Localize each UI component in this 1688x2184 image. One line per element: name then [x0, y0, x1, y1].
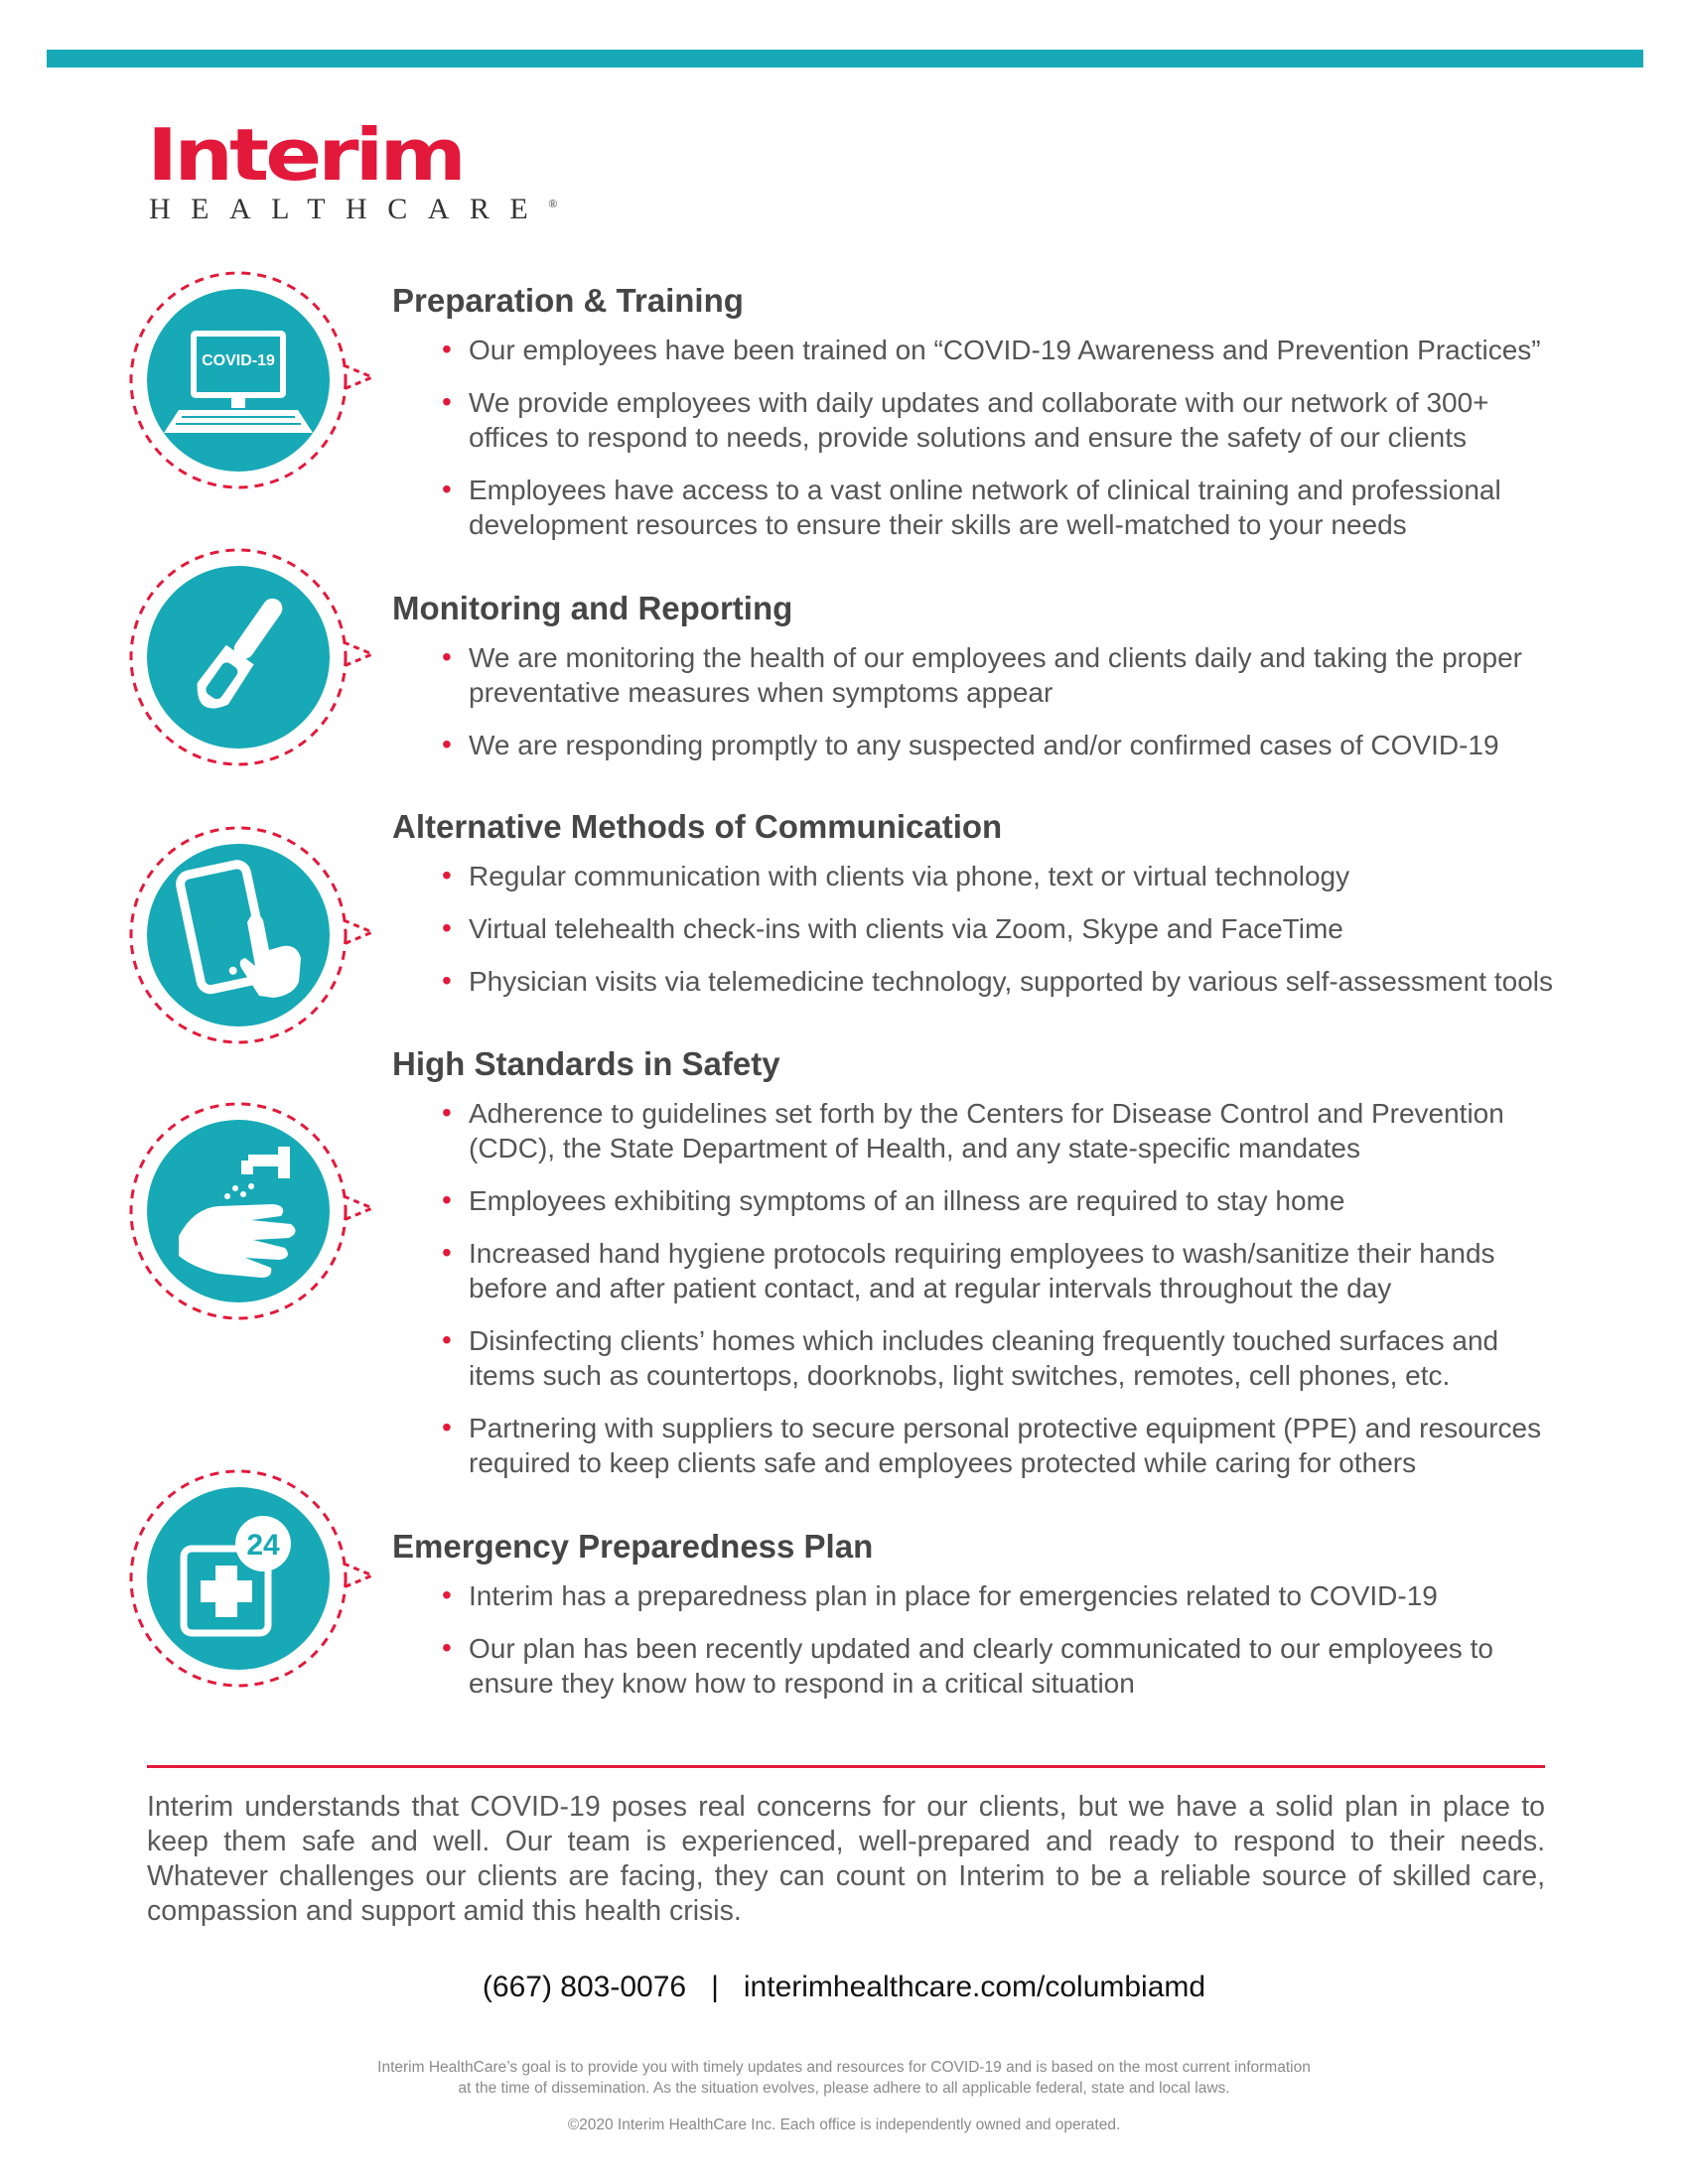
copyright-notice: ©2020 Interim HealthCare Inc. Each office is independently owned and operated. — [567, 2116, 1121, 2133]
disclaimer: Interim HealthCare’s goal is to provide you with timely updates and resources for COVID-19 and is based on the most current information at the time of dissemination. As the situation evolves, please adhere to all applicable federal, state and local laws. — [377, 2059, 1311, 2097]
list-item: • Employees have access to a vast online network of clinical training and professional development resources to ensure their skills are well-matched to your needs — [442, 474, 1501, 540]
section-title: Monitoring and Reporting — [392, 590, 793, 626]
section-alternative-communication — [392, 807, 1564, 1017]
first-aid-24-icon — [124, 1464, 372, 1693]
list-item: • Adherence to guidelines set forth by the Centers for Disease Control and Prevention (CDC), the State Department of Health, and any state-specific mandates — [442, 1097, 1504, 1163]
list-item: • Our employees have been trained on “COVID-19 Awareness and Prevention Practices” — [442, 334, 1541, 365]
section-emergency-preparedness — [392, 1527, 1564, 1718]
list-item: • We are responding promptly to any suspected and/or confirmed cases of COVID-19 — [442, 729, 1499, 760]
contact-separator: | — [711, 1971, 719, 2003]
section-title: Alternative Methods of Communication — [392, 808, 1003, 845]
section-title: High Standards in Safety — [392, 1045, 780, 1082]
list-item: • Partnering with suppliers to secure personal protective equipment (PPE) and resources required to keep clients safe and employees protected while caring for others — [442, 1412, 1542, 1478]
section-title: Preparation & Training — [392, 282, 744, 319]
logo-wordmark: Interim — [147, 112, 463, 198]
list-item: • Employees exhibiting symptoms of an illness are required to stay home — [442, 1184, 1345, 1216]
section-preparation-training — [392, 281, 1564, 560]
section-monitoring-reporting — [392, 589, 1564, 780]
phone-number[interactable]: (667) 803-0076 — [482, 1971, 687, 2003]
computer-covid-icon — [124, 266, 372, 494]
hand-washing-icon — [124, 1097, 372, 1325]
closing-paragraph: Interim understands that COVID-19 poses real concerns for our clients, but we have a solid plan in place to keep them safe and well. Our team is experienced, well-prepared and ready to respond to their needs. Whatever challenges our clients are facing, they can count on Interim to be a reliable source of skilled care, compassion and support amid this health crisis. — [147, 1791, 1545, 1927]
smartphone-hand-icon — [124, 821, 372, 1049]
list-item: • Interim has a preparedness plan in place for emergencies related to COVID-19 — [442, 1579, 1438, 1611]
list-item: • We provide employees with daily updates and collaborate with our network of 300+ offices to respond to needs, provide solutions and ensure the safety of our clients — [442, 386, 1489, 453]
list-item: • Our plan has been recently updated and clearly communicated to our employees to ensure they know how to respond in a critical situation — [442, 1632, 1493, 1699]
list-item: • Disinfecting clients’ homes which includes cleaning frequently touched surfaces and items such as countertops, doorknobs, light switches, remotes, cell phones, etc. — [442, 1324, 1499, 1391]
section-safety-standards — [392, 1044, 1564, 1498]
contact-line — [0, 1971, 1688, 2004]
interim-healthcare-logo — [147, 112, 558, 225]
list-item: • Increased hand hygiene protocols requiring employees to wash/sanitize their hands before and after patient contact, and at regular intervals throughout the day — [442, 1237, 1495, 1303]
section-title: Emergency Preparedness Plan — [392, 1528, 874, 1565]
section-divider — [147, 1765, 1545, 1768]
list-item: • We are monitoring the health of our employees and clients daily and taking the proper preventative measures when symptoms appear — [442, 641, 1523, 708]
top-accent-bar — [47, 50, 1643, 68]
computer-screen-label: COVID-19 — [202, 352, 275, 369]
logo-subtitle: HEALTHCARE® — [149, 193, 558, 225]
thermometer-icon — [124, 543, 372, 771]
list-item: • Physician visits via telemedicine technology, supported by various self-assessment tools — [442, 965, 1553, 997]
list-item: • Virtual telehealth check-ins with clients via Zoom, Skype and FaceTime — [442, 912, 1343, 944]
website-link[interactable]: interimhealthcare.com/columbiamd — [743, 1971, 1206, 2003]
list-item: • Regular communication with clients via phone, text or virtual technology — [442, 860, 1350, 891]
badge-24-label: 24 — [246, 1529, 280, 1562]
